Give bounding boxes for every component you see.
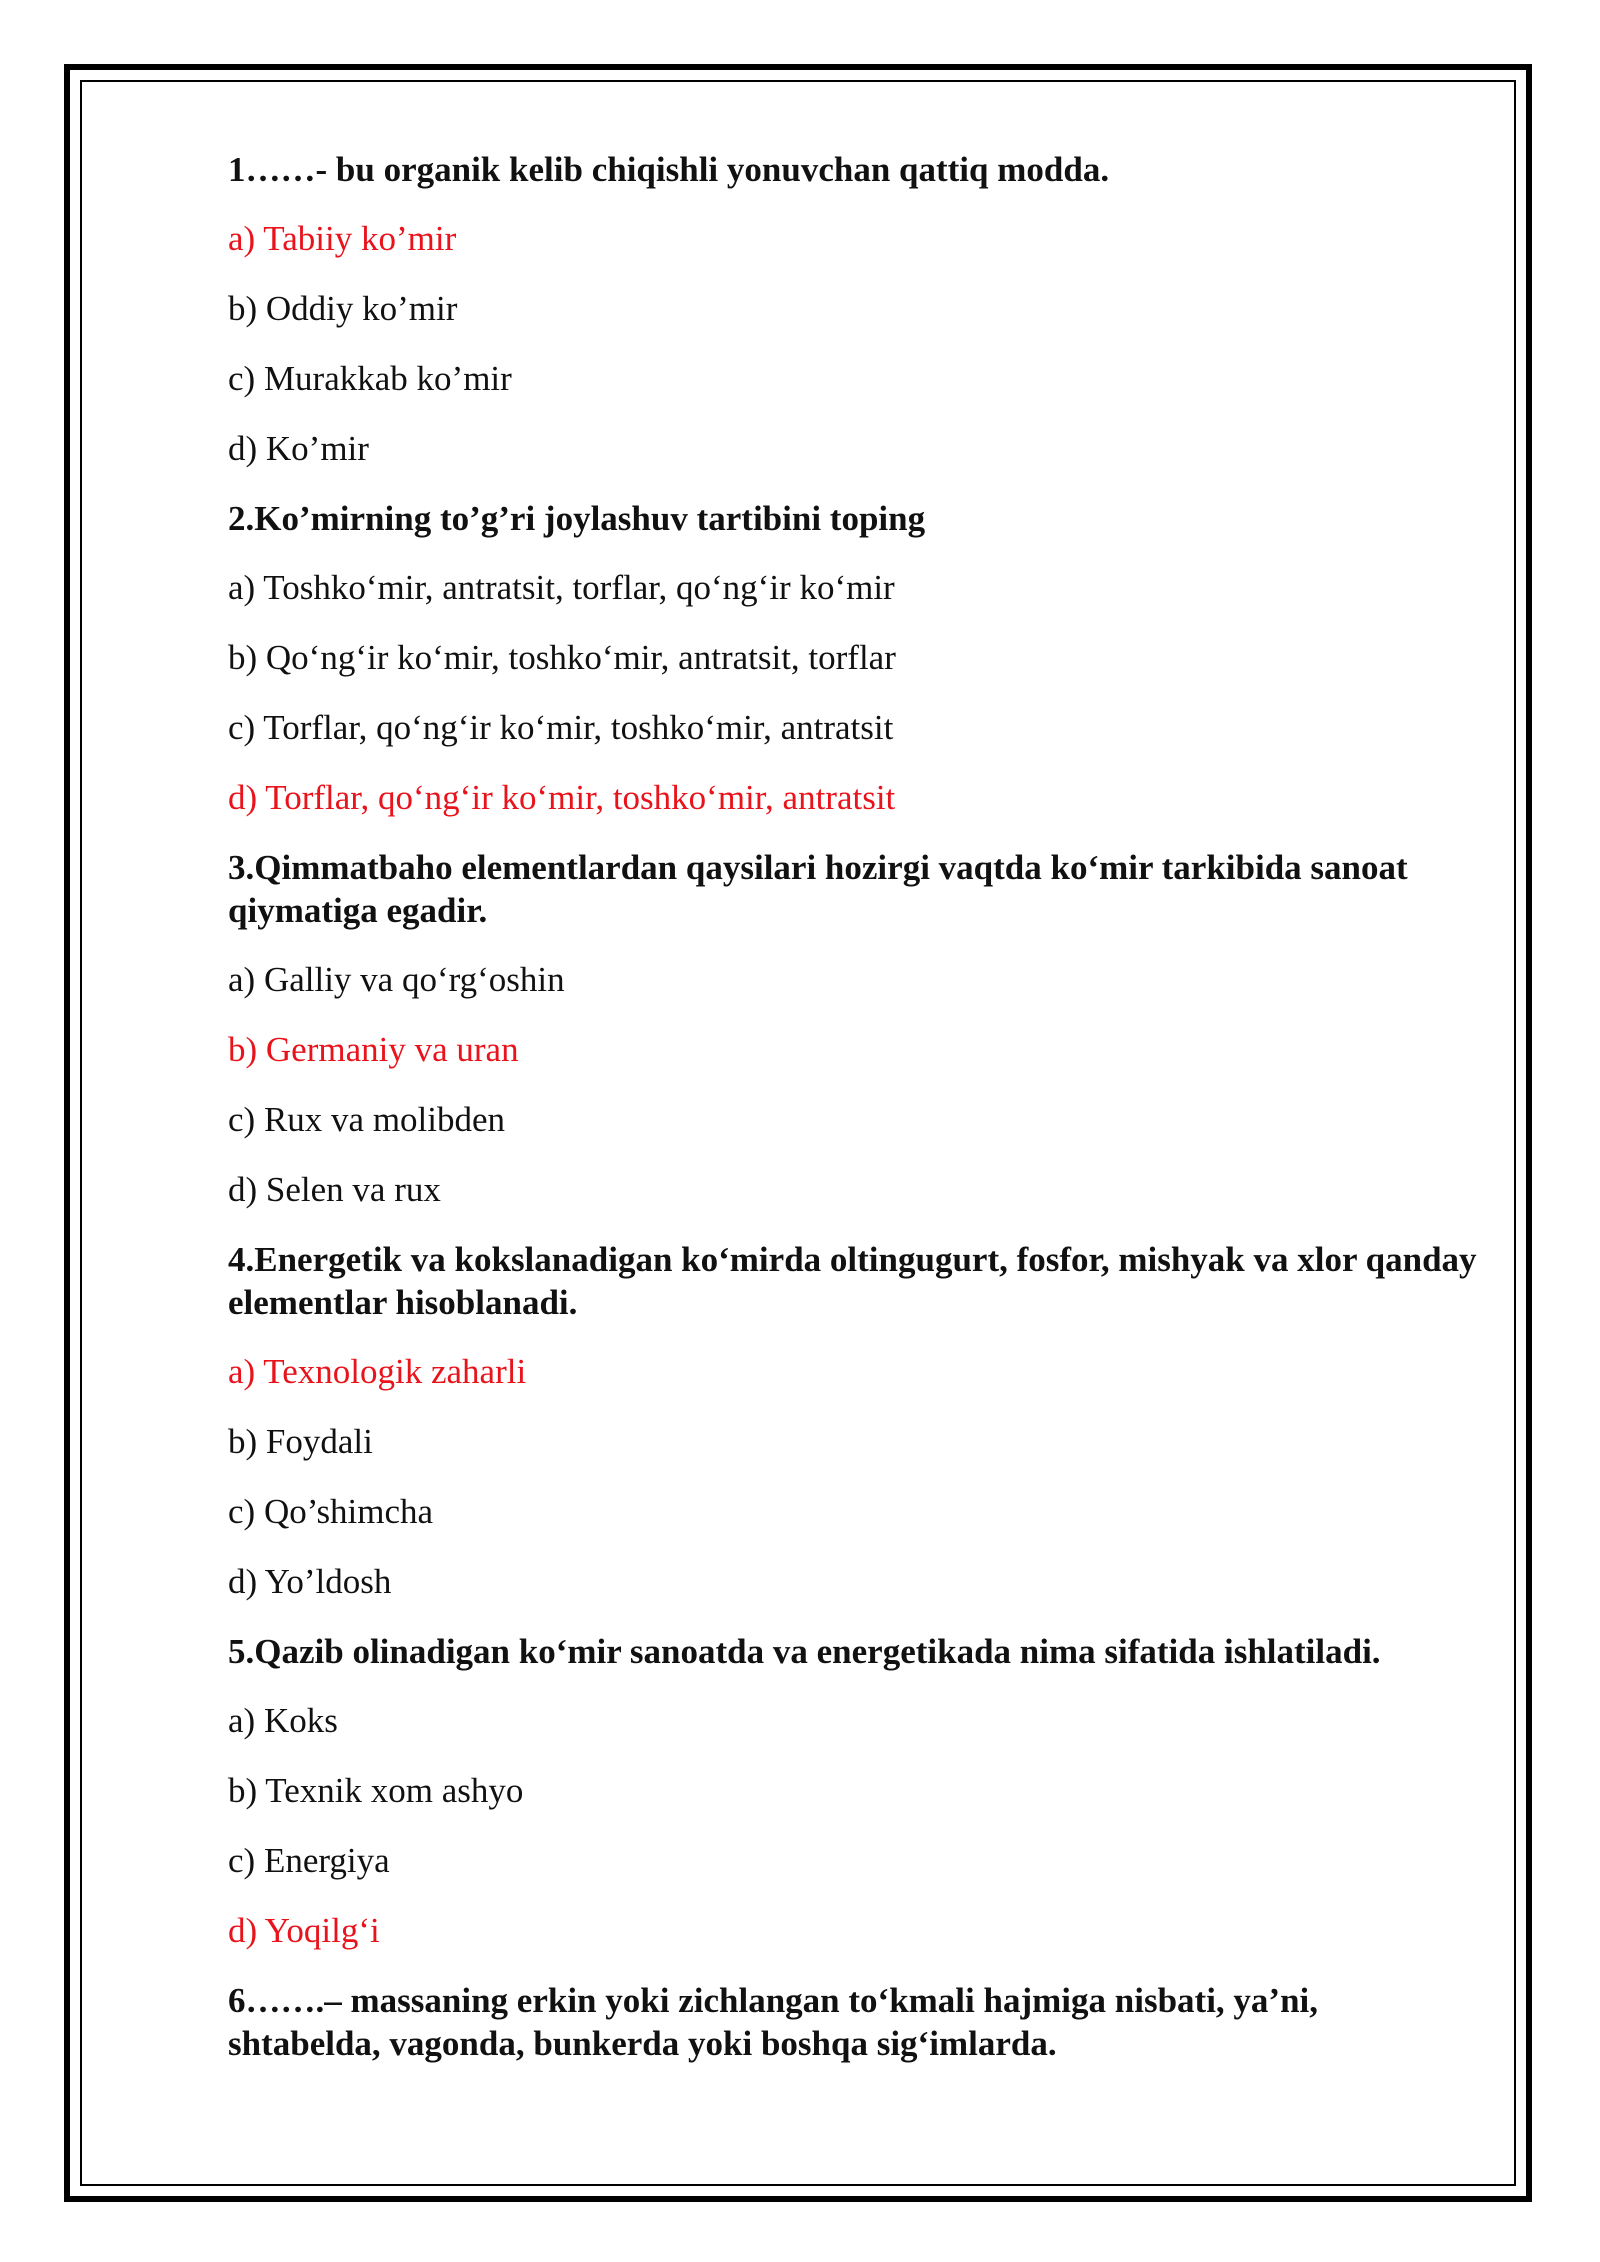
question-block-1 [228, 148, 1478, 471]
answer-option-c: c) Torflar, qo‘ng‘ir ko‘mir, toshko‘mir, antratsit [228, 708, 894, 747]
answer-option-b: b) Foydali [228, 1422, 373, 1461]
question-block-6 [228, 1979, 1478, 2065]
answer-option-d: d) Selen va rux [228, 1170, 441, 1209]
question-text: 5.Qazib olinadigan ko‘mir sanoatda va energetikada nima sifatida ishlatiladi. [228, 1632, 1381, 1671]
quiz-content [228, 148, 1478, 2091]
question-text: 4.Energetik va kokslanadigan ko‘mirda oltingugurt, fosfor, mishyak va xlor qanday elementlar hisoblanadi. [228, 1240, 1477, 1322]
question-block-2 [228, 497, 1478, 820]
answer-option-a: a) Tabiiy ko’mir [228, 219, 457, 258]
answer-option-d: d) Yoqilg‘i [228, 1911, 380, 1950]
answer-option-b: b) Oddiy ko’mir [228, 289, 458, 328]
question-text: 3.Qimmatbaho elementlardan qaysilari hozirgi vaqtda ko‘mir tarkibida sanoat qiymatiga egadir. [228, 848, 1408, 930]
answer-option-a: a) Texnologik zaharli [228, 1352, 527, 1391]
answer-option-b: b) Germaniy va uran [228, 1030, 519, 1069]
answer-option-c: c) Rux va molibden [228, 1100, 506, 1139]
question-text: 6…….– massaning erkin yoki zichlangan to‘kmali hajmiga nisbati, ya’ni, shtabelda, vagonda, bunkerda yoki boshqa sig‘imlarda. [228, 1981, 1319, 2063]
answer-option-b: b) Qo‘ng‘ir ko‘mir, toshko‘mir, antratsit, torflar [228, 638, 896, 677]
answer-option-a: a) Galliy va qo‘rg‘oshin [228, 960, 565, 999]
question-block-4 [228, 1238, 1478, 1604]
answer-option-d: d) Torflar, qo‘ng‘ir ko‘mir, toshko‘mir, antratsit [228, 778, 896, 817]
question-text: 1……- bu organik kelib chiqishli yonuvchan qattiq modda. [228, 150, 1110, 189]
question-block-5 [228, 1630, 1478, 1953]
answer-option-b: b) Texnik xom ashyo [228, 1771, 524, 1810]
question-text: 2.Ko’mirning to’g’ri joylashuv tartibini toping [228, 499, 926, 538]
question-block-3 [228, 846, 1478, 1212]
answer-option-a: a) Toshko‘mir, antratsit, torflar, qo‘ng‘ir ko‘mir [228, 568, 895, 607]
answer-option-a: a) Koks [228, 1701, 338, 1740]
answer-option-c: c) Energiya [228, 1841, 390, 1880]
answer-option-d: d) Ko’mir [228, 429, 369, 468]
answer-option-d: d) Yo’ldosh [228, 1562, 392, 1601]
answer-option-c: c) Qo’shimcha [228, 1492, 434, 1531]
answer-option-c: c) Murakkab ko’mir [228, 359, 512, 398]
